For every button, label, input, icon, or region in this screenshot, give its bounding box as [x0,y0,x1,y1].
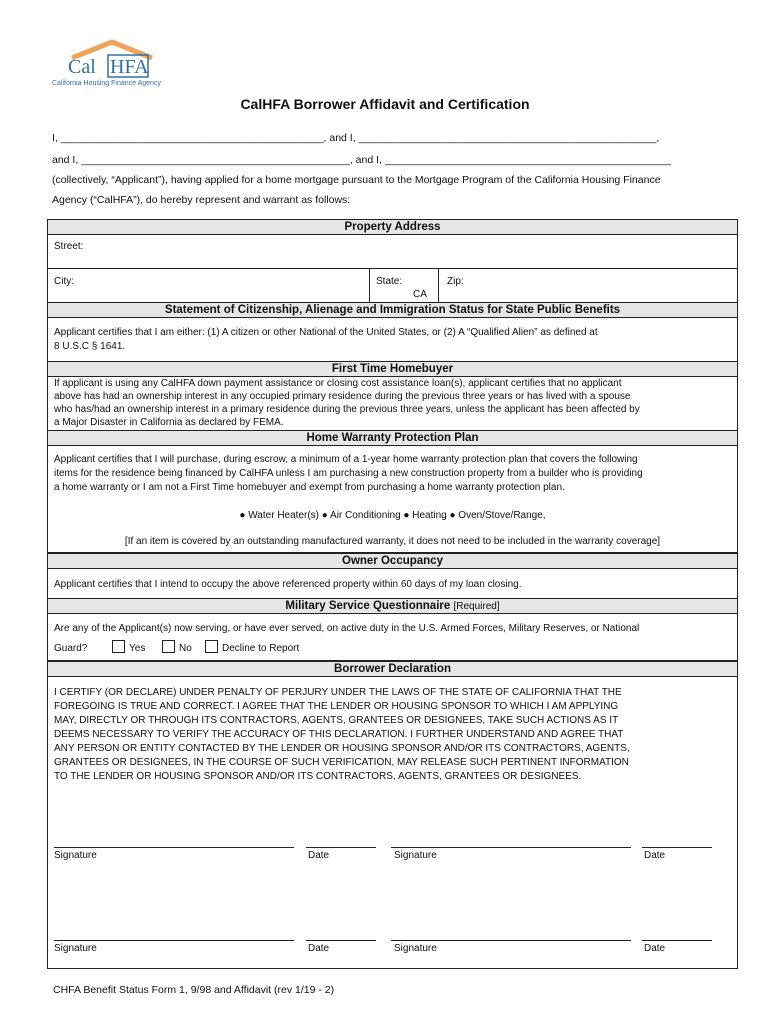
yes-checkbox[interactable] [112,640,125,653]
declaration-line-3: MAY, DIRECTLY OR THROUGH ITS CONTRACTORS, AGENTS, GRANTEES OR DESIGNEES, TAKE SUCH ACTIONS AS IT [54,715,619,726]
no-checkbox[interactable] [162,640,175,653]
citizenship-section [47,317,738,362]
state-value: CA [413,289,427,300]
home-warranty-header: Home Warranty Protection Plan [47,430,738,446]
citizenship-header: Statement of Citizenship, Alienage and Immigration Status for State Public Benefits [47,302,738,318]
citizenship-text-1: Applicant certifies that I am either: (1) A citizen or other National of the United States, or (2) A “Qualified Alien” as defined at [54,327,598,338]
declaration-line-7: TO THE LENDER OR HOUSING SPONSOR AND/OR ITS CONTRACTORS, AGENTS, GRANTEES OR DESIGNEES. [54,771,582,782]
date-label-3: Date [308,943,330,954]
date-label-2: Date [644,850,666,861]
applicant-names-line-1[interactable]: I, _____________________________________________, and I, ___________________________________________________, [52,132,660,144]
page-title: CalHFA Borrower Affidavit and Certification [240,96,530,112]
signature-label-2: Signature [394,850,437,861]
calhfa-logo [50,38,180,93]
logo-hfa-text: HFA [110,56,149,78]
intro-text-line-2: Agency (“CalHFA”), do hereby represent and warrant as follows: [52,194,351,206]
logo-cal-text: Cal [68,56,96,78]
military-section [47,613,738,661]
owner-occupancy-section [47,568,738,599]
warranty-text-1: Applicant certifies that I will purchase, during escrow, a minimum of a 1-year home warranty protection plan that covers the following [54,454,638,465]
military-option-no[interactable] [162,640,192,656]
zip-field[interactable] [438,268,738,303]
first-time-homebuyer-section [47,376,738,431]
military-question-end: Guard? [54,643,88,654]
home-warranty-section [47,445,738,553]
street-field[interactable] [47,234,738,269]
property-address-header: Property Address [47,219,738,235]
military-question: Are any of the Applicant(s) now serving, or have ever served, on active duty in the U.S. Armed Forces, Military Reserves, or National [54,623,640,634]
logo-tagline: California Housing Finance Agency [52,80,161,87]
borrower-declaration-section [47,676,738,969]
first-time-text-3: who has/had an ownership interest in a primary residence during the previous three years, unless the applicant has been affected by [54,404,640,415]
warranty-items: ● Water Heater(s) ● Air Conditioning ● Heating ● Oven/Stove/Range, [239,510,546,521]
borrower-declaration-header: Borrower Declaration [47,661,738,677]
decline-label: Decline to Report [222,643,300,654]
first-time-homebuyer-header: First Time Homebuyer [47,361,738,377]
zip-label: Zip: [447,276,464,287]
citizenship-text-2: 8 U.S.C § 1641. [54,341,126,352]
signature-line-4[interactable] [391,940,631,941]
warranty-text-2: items for the residence being financed by CalHFA unless I am purchasing a new construction property from a builder who is providing [54,468,643,479]
date-label-4: Date [644,943,666,954]
city-field[interactable] [47,268,370,303]
military-header-title: Military Service Questionnaire [285,600,451,612]
declaration-line-2: FOREGOING IS TRUE AND CORRECT. I AGREE THAT THE LENDER OR HOUSING SPONSOR TO WHICH I AM APPLYING [54,701,619,712]
date-line-4[interactable] [642,940,712,941]
signature-line-3[interactable] [54,940,294,941]
first-time-text-2: above has had an ownership interest in any occupied primary residence during the previous three years or has lived with a spouse [54,391,631,402]
date-label-1: Date [308,850,330,861]
warranty-text-3: a home warranty or I am not a First Time homebuyer and exempt from purchasing a home warranty protection plan. [54,482,565,493]
decline-checkbox[interactable] [205,640,218,653]
street-label: Street: [54,241,84,252]
signature-line-1[interactable] [54,847,294,848]
signature-line-2[interactable] [391,847,631,848]
no-label: No [179,643,192,654]
declaration-line-1: I CERTIFY (OR DECLARE) UNDER PENALTY OF PERJURY UNDER THE LAWS OF THE STATE OF CALIFORNIA THAT THE [54,687,622,698]
declaration-line-4: DEEMS NECESSARY TO VERIFY THE ACCURACY OF THIS DECLARATION. I FURTHER UNDERSTAND AND AGREE THAT [54,729,624,740]
first-time-text-1: If applicant is using any CalHFA down payment assistance or closing cost assistance loan(s), applicant certifies that no applicant [54,378,622,389]
military-header [47,598,738,614]
first-time-text-4: a Major Disaster in California as declared by FEMA. [54,417,284,428]
date-line-3[interactable] [306,940,376,941]
signature-label-4: Signature [394,943,437,954]
warranty-note: [If an item is covered by an outstanding manufactured warranty, it does not need to be included in the warranty coverage] [124,536,661,547]
date-line-1[interactable] [306,847,376,848]
date-line-2[interactable] [642,847,712,848]
city-label: City: [54,276,74,287]
signature-label-3: Signature [54,943,97,954]
owner-occupancy-header: Owner Occupancy [47,553,738,569]
military-option-yes[interactable] [112,640,145,656]
intro-text-line-1: (collectively, “Applicant”), having applied for a home mortgage pursuant to the Mortgage Program of the California Housing Finance [52,174,661,186]
declaration-line-6: GRANTEES OR DESIGNEES, IN THE COURSE OF SUCH VERIFICATION, MAY RELEASE SUCH PERTINENT INFORMATION [54,757,629,768]
state-field[interactable] [369,268,439,303]
military-required-note: [Required] [453,601,500,612]
form-footer: CHFA Benefit Status Form 1, 9/98 and Affidavit (rev 1/19 - 2) [53,984,335,996]
state-label: State: [376,276,403,287]
occupancy-text: Applicant certifies that I intend to occupy the above referenced property within 60 days of my loan closing. [54,579,522,590]
declaration-line-5: ANY PERSON OR ENTITY CONTACTED BY THE LENDER OR HOUSING SPONSOR AND/OR ITS CONTRACTORS, AGENTS, [54,743,630,754]
signature-label-1: Signature [54,850,97,861]
military-option-decline[interactable] [205,640,299,656]
yes-label: Yes [129,643,146,654]
applicant-names-line-2[interactable]: and I, ______________________________________________, and I, _________________________________________________ [52,154,671,166]
